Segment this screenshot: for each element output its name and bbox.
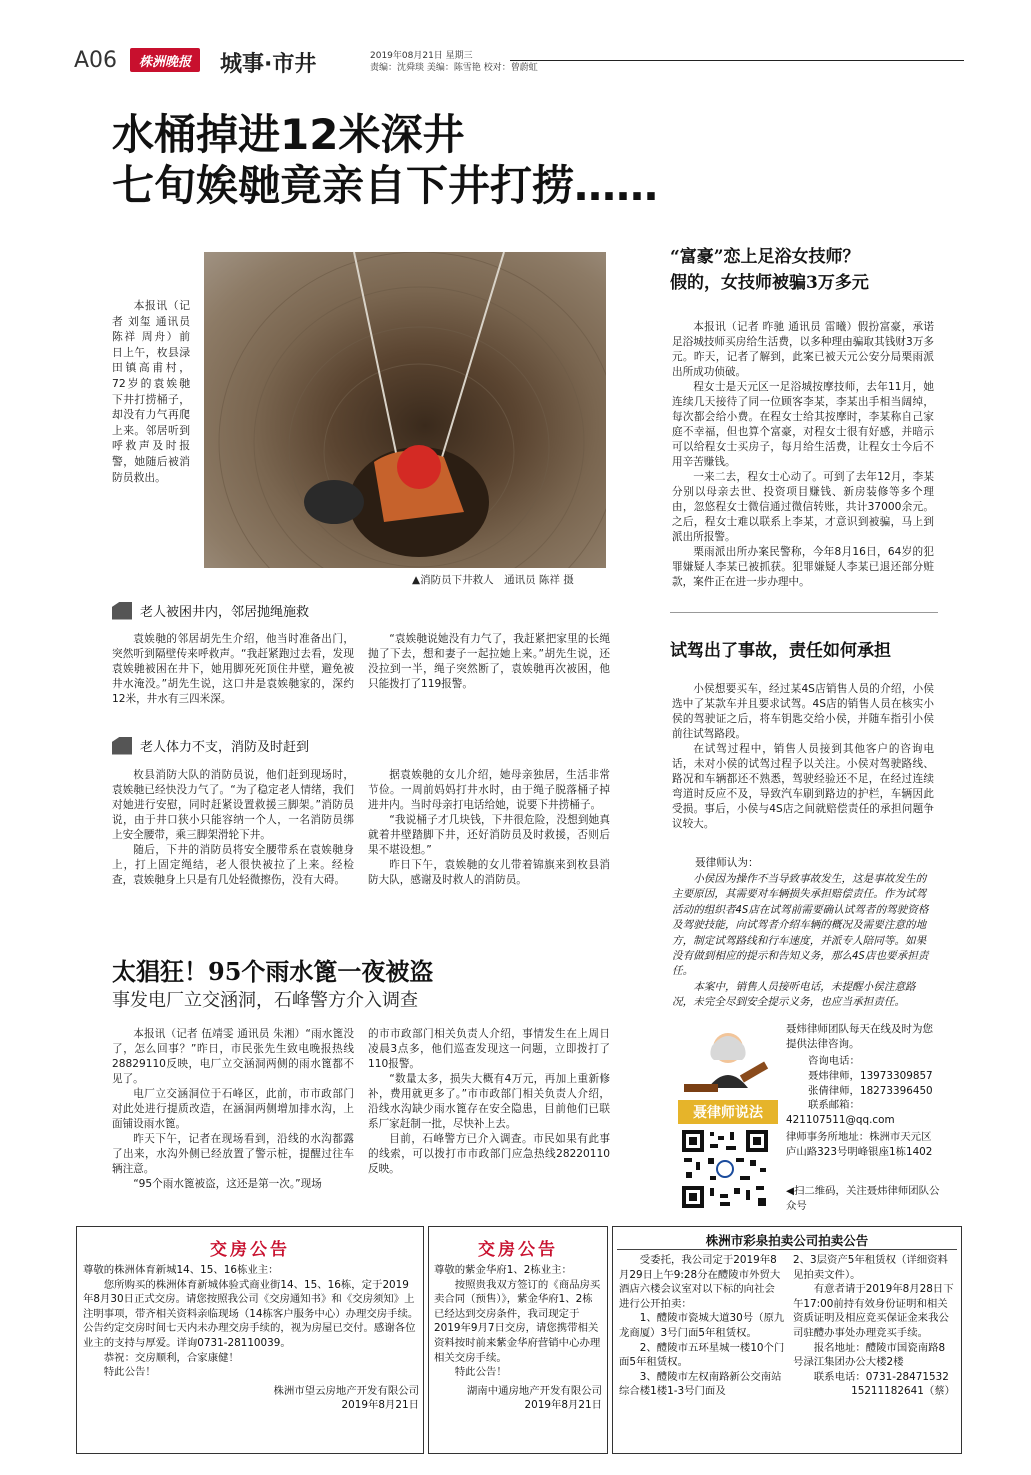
right-story1-title	[670, 244, 960, 296]
right-story1-body: 本报讯（记者 昨驰 通讯员 雷曦）假扮富豪，承诺足浴城技师买房给生活费，以多种理由骗取其钱财3万多元。昨天，记者了解到，此案已被天元公安分局栗雨派出所成功侦破。 程女士是天元区一足浴城按摩技师，去年11月，她连续几天接待了同一位顾客李某，李某出手相当阔绰，每次都会给小费。在程女士给其按摩时，李某称自己家庭不幸福，但也算个富豪，对程女士很有好感，并暗示可以给程女士买房子，每月给生活费，让程女士今后不用辛苦赚钱。 一来二去，程女士心动了。可到了去年12月，李某分别以母亲去世、投资项目赚钱、新房装修等多个理由，忽悠程女士微信通过微信转账，共计37000余元。之后，程女士难以联系上李某，才意识到被骗，马上到派出所报警。 栗雨派出所办案民警称，今年8月16日，64岁的犯罪嫌疑人李某已被抓获。犯罪嫌疑人李某已退还部分赃款，案件正在进一步办理中。	[672, 321, 934, 588]
sub1-col2: “袁娭毑说她没有力气了，我赶紧把家里的长绳抛了下去，想和妻子一起拉她上来。”胡先生说，还没拉到一半，绳子突然断了，袁娭毑再次被困，他只能拨打了119报警。	[368, 633, 610, 690]
notice-1-title: 交房公告	[210, 1240, 290, 1260]
subhead-trapped-text: 老人被困井内，邻居抛绳施救	[140, 605, 310, 620]
story2-title: 太猖狂！95个雨水篦一夜被盗	[112, 957, 434, 986]
notice-3-title: 株洲市彩泉拍卖公司拍卖公告	[705, 1233, 869, 1248]
notice-3-right: 2、3层资产5年租赁权（详细资料见拍卖文件）。 有意者请于2019年8月28日下午17:00前持有效身份证明和相关资质证明及相应竞买保证金来我公司驻醴办事处办理竞买手续。 报名地址：醴陵市国瓷南路8号渌江集团办公大楼2楼 联系电话：0731-28471532 15211182641（蔡）	[793, 1254, 955, 1398]
header-rule	[510, 60, 964, 61]
right-story1-title-line2: 假的，女技师被骗3万多元	[670, 273, 869, 293]
lawyer-label: 聂律师认为：	[695, 857, 759, 869]
subhead-marker-icon	[112, 737, 132, 755]
lawyer-intro: 聂炜律师团队每天在线及时为您提供法律咨询。	[786, 1023, 933, 1050]
headline-line1: 水桶掉进12米深井	[112, 110, 465, 159]
email-label: 联系邮箱：	[808, 1099, 860, 1112]
lawyer-address: 律师事务所地址：株洲市天元区庐山路323号明峰银座1栋1402	[786, 1131, 933, 1158]
notice-2-title: 交房公告	[478, 1240, 558, 1260]
qr-note: ◀扫二维码，关注聂炜律师团队公众号	[786, 1185, 940, 1212]
sub2-col2: 据袁娭毑的女儿介绍，她母亲独居，生活非常节俭。一周前妈妈打井水时，由于绳子脱落桶子掉进井内。当时母亲打电话给她，说要下井捞桶子。 “我说桶子才几块钱，下井很危险，没想到她真就着井壁踏脚下井，还好消防员及时救援，否则后果不堪设想。” 昨日下午，袁娭毑的女儿带着锦旗来到枚县消防大队，感谢及时救人的消防员。	[368, 769, 610, 886]
sub2-col1: 枚县消防大队的消防员说，他们赶到现场时，袁娭毑已经快没力气了。“为了稳定老人情绪，我们对她进行安慰，同时赶紧设置救援三脚架。”消防员说，由于井口狭小只能容纳一个人，一名消防员绑上安全腰带，乘三脚架滑轮下井。 随后，下井的消防员将安全腰带系在袁娭毑身上，打上固定绳结，老人很快被拉了上来。经检查，袁娭毑身上只是有几处轻微擦伤，没有大碍。	[112, 769, 354, 886]
paper-logo	[130, 48, 200, 72]
qr-code[interactable]	[680, 1128, 770, 1210]
story2-subtitle: 事发电厂立交涵洞，石峰警方介入调查	[112, 990, 418, 1011]
page-header	[74, 44, 964, 77]
lawyer-contact	[808, 1054, 940, 1113]
page-number: A06	[74, 48, 118, 73]
right-divider	[670, 612, 938, 613]
notice-2-body: 尊敬的紫金华府1、2栋业主： 按照贵我双方签订的《商品房买卖合同（预售）》，紫金华府1、2栋已经达到交房条件，我司现定于2019年9月7日交房，请您携带相关资料按时前来紫金华府营销中心办理相关交房手续。 特此公告！ 湖南中通房地产开发有限公司 2019年8月21日	[434, 1264, 602, 1412]
lawyer-box	[674, 1020, 940, 1216]
section-name: 城事·市井	[220, 52, 317, 77]
right-story1-title-line1: “富豪”恋上足浴女技师？	[670, 247, 860, 267]
photo-caption: ▲消防员下井救人 通讯员 陈祥 摄	[412, 574, 574, 586]
consult-label: 咨询电话：	[808, 1055, 860, 1067]
lawyer-banner-text: 聂律师说法	[693, 1105, 763, 1121]
lawyer-avatar-icon	[678, 1026, 778, 1098]
lawyer-phone-2[interactable]: 张倩律师，18273396450	[808, 1084, 933, 1097]
lawyer-phone-1[interactable]: 聂炜律师，13973309857	[808, 1069, 933, 1082]
subhead-marker-icon	[112, 602, 132, 620]
notice-1	[76, 1226, 424, 1454]
well-photo	[204, 252, 606, 568]
header-date: 2019年08月21日 星期三	[370, 51, 473, 61]
right-story2-body: 小侯想要买车，经过某4S店销售人员的介绍，小侯选中了某款车并且要求试驾。4S店的销售人员在核实小侯的驾驶证之后，将车钥匙交给小侯，并随车指引小侯前往试驾路段。 在试驾过程中，销售人员接到其他客户的咨询电话，未对小侯的试驾过程予以关注。小侯对驾驶路线、路况和车辆都还不熟悉，驾驶经验还不足，在经过连续弯道时反应不及，导致汽车刷到路边的护栏，车辆因此受损。事后，小侯与4S店之间就赔偿责任的承担问题争议较大。	[672, 683, 934, 830]
main-headline	[112, 110, 712, 212]
header-editors: 责编：沈舜琰 美编：陈雪艳 校对：曾蔚虹	[370, 63, 538, 73]
lawyer-email[interactable]: 421107511@qq.com	[786, 1114, 895, 1126]
main-lead: 本报讯（记者 刘玺 通讯员 陈祥 周舟）前日上午，枚县渌田镇高甫村，72岁的袁娭毑下井打捞桶子，却没有力气再爬上来。邻居听到呼救声及时报警，她随后被消防员救出。	[112, 299, 190, 484]
notice-3-rule	[617, 1249, 957, 1250]
notice-2	[428, 1226, 608, 1454]
qr-code-icon	[680, 1128, 770, 1210]
notice-1-body: 尊敬的株洲体育新城14、15、16栋业主： 您所购买的株洲体育新城体验式商业街14、15、16栋，定于2019年8月30日正式交房。请您按照我公司《交房通知书》和《交房须知》上注明事项，带齐相关资料亲临现场（14栋客户服务中心）办理交房手续。公告约定交房时间七天内未办理交房手续的，视为房屋已交付。感谢各位业主的支持与厚爱。详询0731-28110039。 恭祝：交房顺利，合家康健！ 特此公告！ 株洲市望云房地产开发有限公司 2019年8月21日	[83, 1264, 419, 1412]
notice-3	[612, 1226, 962, 1454]
paper-logo-text: 株洲晚报	[138, 54, 191, 70]
sub1-col1: 袁娭毑的邻居胡先生介绍，他当时准备出门，突然听到隔壁传来呼救声。“我赶紧跑过去看，发现袁娭毑被困在井下，她用脚死死顶住井壁，避免被井水淹没。”胡先生说，这口井是袁娭毑家的，深约12米，井水有三四米深。	[112, 633, 354, 705]
lawyer-avatar	[678, 1026, 778, 1098]
story2-col1: 本报讯（记者 伍靖雯 通讯员 朱湘）“雨水篦没了，怎么回事？”昨日，市民张先生致电晚报热线28829110反映，电厂立交涵洞两侧的雨水篦都不见了。 电厂立交涵洞位于石峰区，此前，市市政部门对此处进行提质改造，在涵洞两侧增加排水沟，上面铺设雨水篦。 昨天下午，记者在现场看到，沿线的水沟都露了出来，水沟外侧已经放置了警示桩，提醒过往车辆注意。 “95个雨水篦被盗，这还是第一次。”现场	[112, 1028, 354, 1190]
lawyer-opinion: 小侯因为操作不当导致事故发生，这是事故发生的主要原因，其需要对车辆损失承担赔偿责任。作为试驾活动的组织者4S店在试驾前需要确认试驾者的驾驶资格及驾驶技能，向试驾者介绍车辆的概况及需要注意的地方，制定试驾路线和行车速度，并派专人陪同等。如果没有做到相应的提示和告知义务，那么4S店也要承担责任。 本案中，销售人员接听电话，未提醒小侯注意路况，未完全尽到安全提示义务，也应当承担责任。	[672, 873, 929, 1009]
well-photo-illustration	[204, 252, 606, 568]
right-story2-title: 试驾出了事故，责任如何承担	[670, 641, 891, 661]
notice-3-left: 受委托，我公司定于2019年8月29日上午9:28分在醴陵市外贸大酒店六楼会议室对以下标的向社会进行公开拍卖： 1、醴陵市瓷城大道30号（原九龙商厦）3号门面5年租赁权。 2、醴陵市五环星城一楼10个门面5年租赁权。 3、醴陵市左权南路新公交南站综合楼1楼1-3号门面及	[619, 1254, 785, 1398]
headline-line2: 七旬娭毑竟亲自下井打捞……	[112, 161, 659, 210]
lawyer-banner	[678, 1100, 778, 1124]
subhead-rescue	[112, 736, 309, 755]
subhead-trapped	[112, 601, 309, 620]
story2-col2: 的市市政部门相关负责人介绍，事情发生在上周日凌晨3点多，他们巡查发现这一问题，立即拨打了110报警。 “数量太多，损失大概有4万元，再加上重新修补，费用就更多了。”市市政部门相关负责人介绍，沿线水沟缺少雨水篦存在安全隐患，目前他们已联系厂家赶制一批，尽快补上去。 目前，石峰警方已介入调查。市民如果有此事的线索，可以拨打市市政部门应急热线28220110反映。	[368, 1028, 610, 1175]
subhead-rescue-text: 老人体力不支，消防及时赶到	[140, 740, 310, 755]
